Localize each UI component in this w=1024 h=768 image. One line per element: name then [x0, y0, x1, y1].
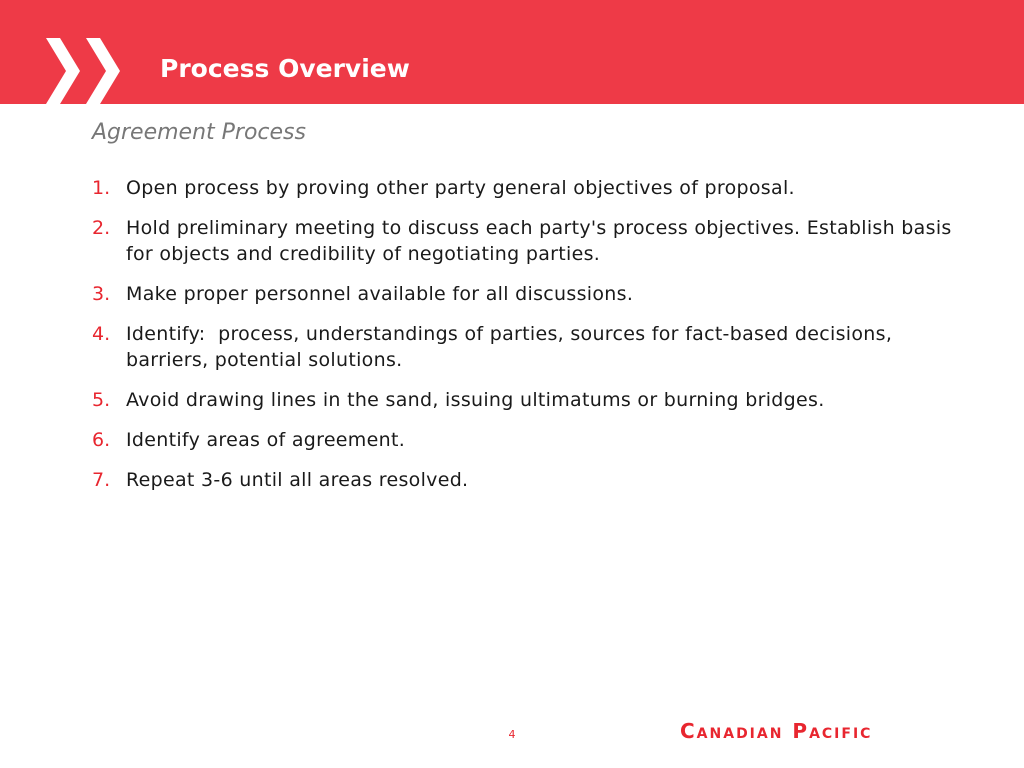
step-number: 3. [92, 283, 111, 305]
double-chevron-icon [44, 38, 126, 104]
step-text: Identify areas of agreement. [126, 429, 406, 451]
step-text: Hold preliminary meeting to discuss each party's process objectives. Establish basis for objects and credibility of negotiating parties. [126, 217, 958, 265]
step-text: Make proper personnel available for all discussions. [126, 283, 634, 305]
page-title: Process Overview [160, 54, 410, 83]
step-number: 4. [92, 323, 111, 345]
step-number: 6. [92, 429, 111, 451]
process-steps-list [92, 175, 972, 507]
step-number: 7. [92, 469, 111, 491]
step-text: Open process by proving other party general objectives of proposal. [126, 177, 795, 199]
section-subtitle: Agreement Process [92, 120, 306, 145]
list-item [92, 427, 972, 453]
page-number: 4 [508, 728, 516, 741]
step-text: Avoid drawing lines in the sand, issuing ultimatums or burning bridges. [126, 389, 825, 411]
step-text: Repeat 3-6 until all areas resolved. [126, 469, 469, 491]
list-item [92, 467, 972, 493]
step-number: 2. [92, 217, 111, 239]
slide-header [0, 0, 1024, 104]
brand-logo-text: Canadian Pacific [680, 719, 873, 743]
step-text: Identify: process, understandings of parties, sources for fact-based decisions, barriers, potential solutions. [126, 323, 899, 371]
list-item [92, 281, 972, 307]
list-item [92, 321, 972, 373]
step-number: 5. [92, 389, 111, 411]
step-number: 1. [92, 177, 111, 199]
list-item [92, 175, 972, 201]
list-item [92, 215, 972, 267]
list-item [92, 387, 972, 413]
